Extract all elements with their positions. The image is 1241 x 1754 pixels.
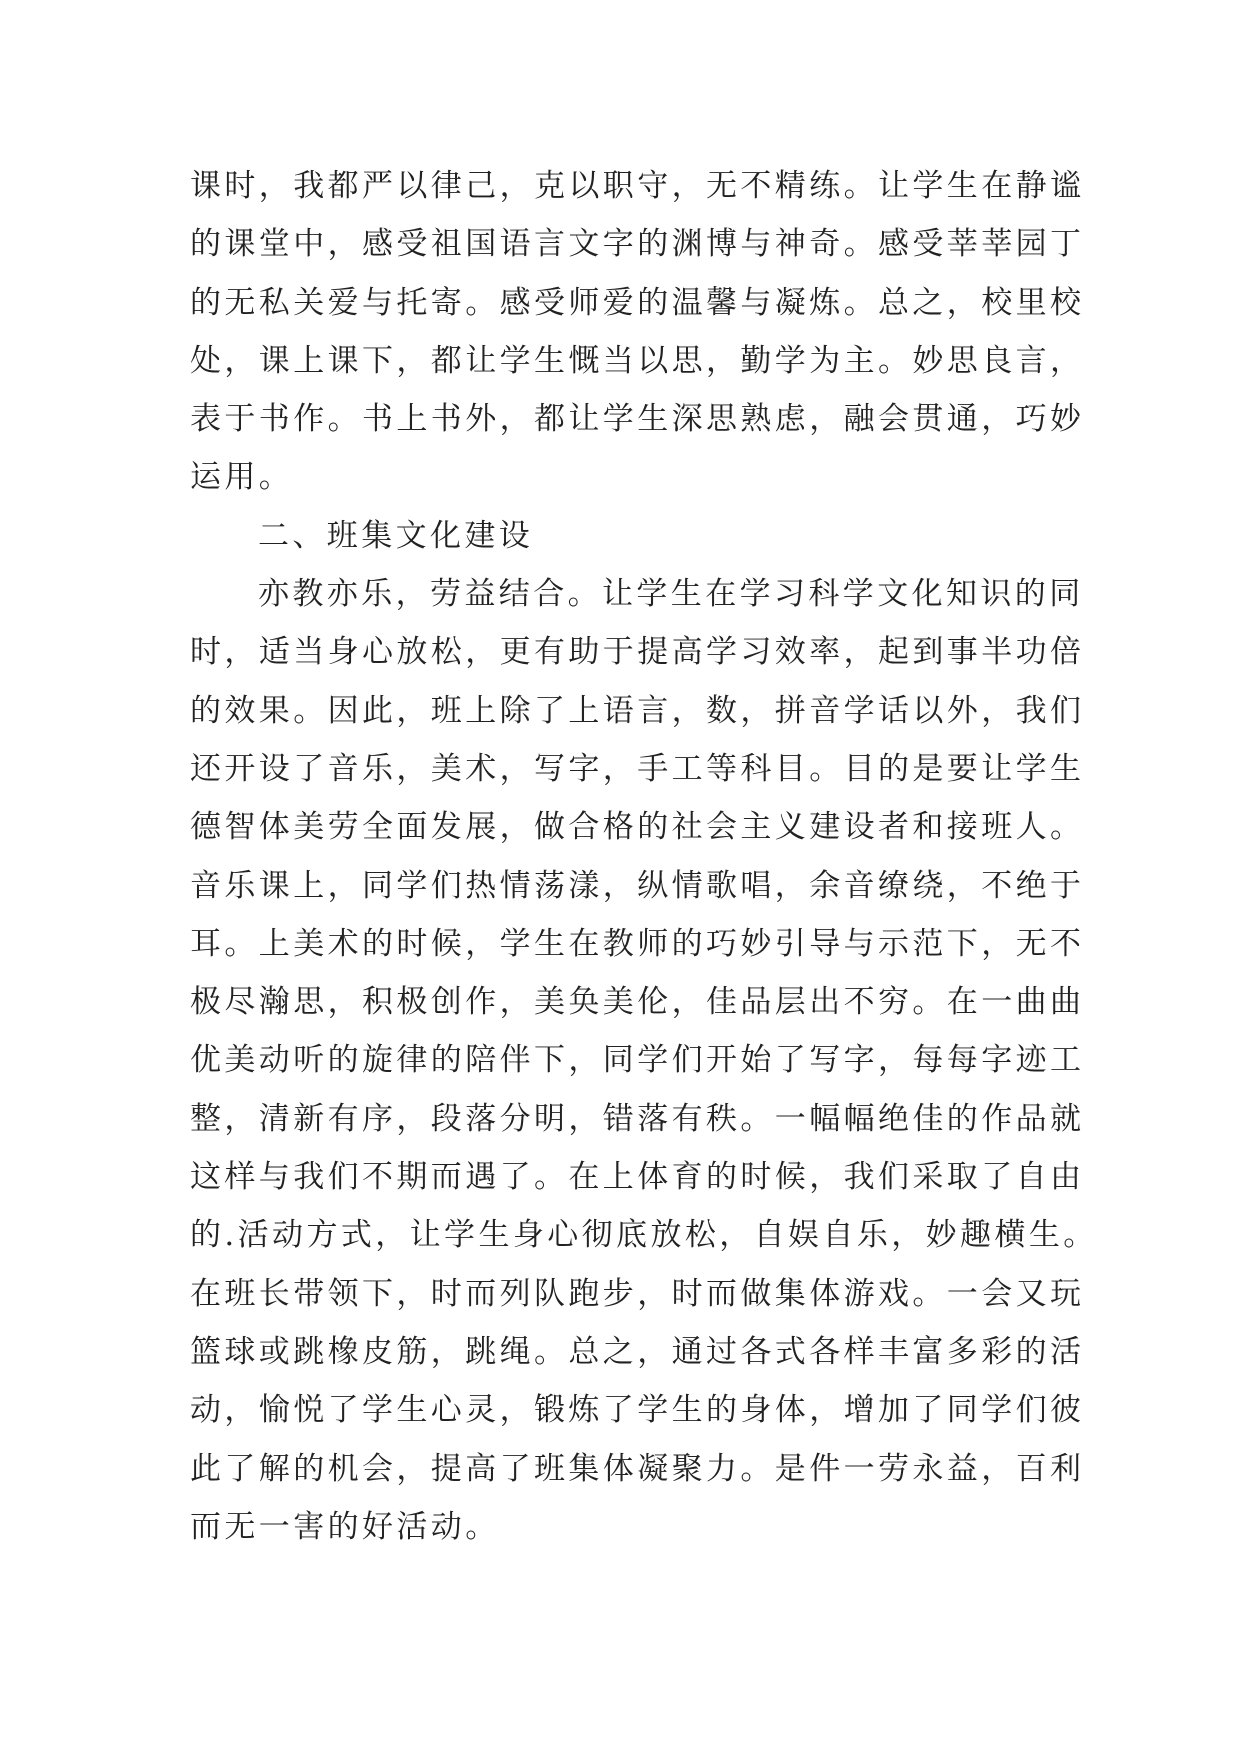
body-line: 的课堂中，感受祖国语言文字的渊博与神奇。感受莘莘园丁 (190, 226, 1085, 263)
body-line: 的.活动方式，让学生身心彻底放松，自娱自乐，妙趣横生。 (190, 1217, 1098, 1254)
document-body (190, 157, 1098, 1556)
body-line: 极尽瀚思，积极创作，美奂美伦，佳品层出不穷。在一曲曲 (190, 984, 1085, 1021)
body-line: 的无私关爱与托寄。感受师爱的温馨与凝炼。总之，校里校 (190, 284, 1085, 321)
body-line: 运用。 (190, 459, 294, 496)
body-line: 处，课上课下，都让学生慨当以思，勤学为主。妙思良言， (190, 342, 1085, 379)
body-line: 音乐课上，同学们热情荡漾，纵情歌唱，余音缭绕，不绝于 (190, 867, 1085, 904)
body-line: 课时，我都严以律己，克以职守，无不精练。让学生在静谧 (190, 168, 1085, 204)
body-line: 优美动听的旋律的陪伴下，同学们开始了写字，每每字迹工 (190, 1042, 1085, 1079)
body-line: 时，适当身心放松，更有助于提高学习效率，起到事半功倍 (190, 634, 1085, 671)
body-line: 这样与我们不期而遇了。在上体育的时候，我们采取了自由 (190, 1159, 1085, 1196)
body-line: 的效果。因此，班上除了上语言，数，拼音学话以外，我们 (190, 692, 1085, 729)
body-line: 篮球或跳橡皮筋，跳绳。总之，通过各式各样丰富多彩的活 (190, 1333, 1085, 1370)
body-line: 动，愉悦了学生心灵，锻炼了学生的身体，增加了同学们彼 (190, 1392, 1085, 1429)
body-line: 整，清新有序，段落分明，错落有秩。一幅幅绝佳的作品就 (190, 1100, 1085, 1137)
body-line: 德智体美劳全面发展，做合格的社会主义建设者和接班人。 (190, 809, 1085, 846)
body-line: 此了解的机会，提高了班集体凝聚力。是件一劳永益，百利 (190, 1450, 1085, 1487)
section-heading: 二、班集文化建设 (258, 517, 534, 554)
body-line: 还开设了音乐，美术，写字，手工等科目。目的是要让学生 (190, 750, 1085, 787)
body-line: 表于书作。书上书外，都让学生深思熟虑，融会贯通，巧妙 (190, 401, 1085, 438)
paragraph-first-line: 亦教亦乐，劳益结合。让学生在学习科学文化知识的同 (258, 576, 1084, 613)
body-line: 而无一害的好活动。 (190, 1508, 500, 1545)
body-line: 在班长带领下，时而列队跑步，时而做集体游戏。一会又玩 (190, 1275, 1085, 1312)
body-line: 耳。上美术的时候，学生在教师的巧妙引导与示范下，无不 (190, 925, 1085, 962)
